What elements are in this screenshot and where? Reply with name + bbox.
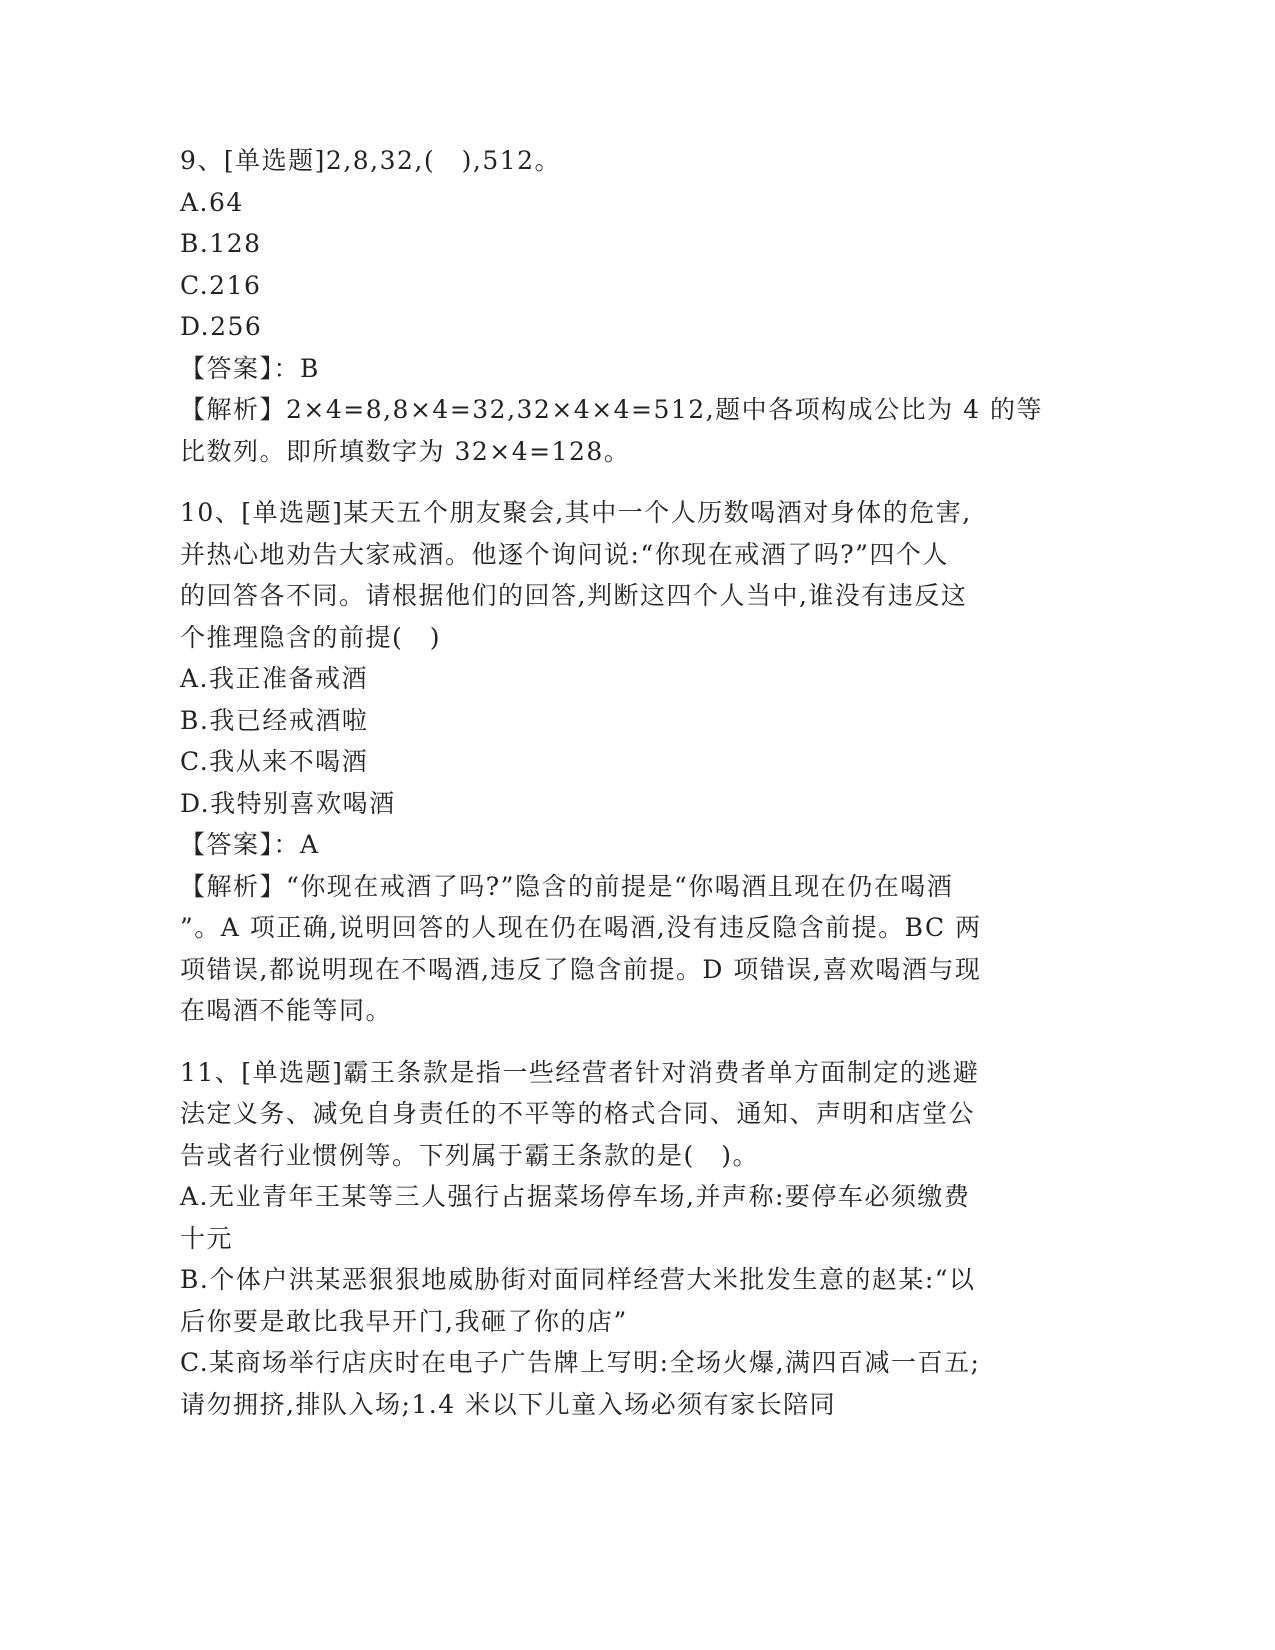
question-11 [180,1052,1040,1426]
analysis-line: 在喝酒不能等同。 [180,996,393,1025]
analysis-line: ”。A 项正确,说明回答的人现在仍在喝酒,没有违反隐含前提。BC 两 [180,913,982,942]
question-10 [180,492,1040,1032]
option-b: B.我已经戒酒啦 [180,705,369,735]
option-a-continued: 十元 [180,1223,234,1253]
option-c-continued: 请勿拥挤,排队入场;1.4 米以下儿童入场必须有家长陪同 [180,1389,837,1419]
analysis-line: 【解析】2×4=8,8×4=32,32×4×4=512,题中各项构成公比为 4 的等 [180,395,1043,424]
option-c: C.某商场举行店庆时在电子广告牌上写明:全场火爆,满四百减一百五; [180,1348,981,1377]
question-9 [180,140,1043,472]
question-stem: 的回答各不同。请根据他们的回答,判断这四个人当中,谁没有违反这 [180,581,968,610]
option-b: B.个体户洪某恶狠狠地威胁街对面同样经营大米批发生意的赵某:“以 [180,1265,976,1294]
question-stem: 告或者行业惯例等。下列属于霸王条款的是( )。 [180,1140,760,1170]
option-d: D.我特别喜欢喝酒 [180,788,396,818]
question-stem: 10、[单选题]某天五个朋友聚会,其中一个人历数喝酒对身体的危害, [180,498,972,527]
document-page [180,140,1043,1425]
option-b: B.128 [180,229,262,258]
option-a: A.64 [180,187,244,217]
question-stem: 个推理隐含的前提( ) [180,622,442,652]
option-a: A.我正准备戒酒 [180,664,369,693]
answer-line: 【答案】：B [180,353,320,383]
option-a: A.无业青年王某等三人强行占据菜场停车场,并声称:要停车必须缴费 [180,1182,971,1211]
question-stem: 并热心地劝告大家戒酒。他逐个询问说:“你现在戒酒了吗?”四个人 [180,539,949,569]
question-stem: 法定义务、减免自身责任的不平等的格式合同、通知、声明和店堂公 [180,1099,976,1128]
option-c: C.216 [180,270,262,300]
analysis-line: 【解析】“你现在戒酒了吗?”隐含的前提是“你喝酒且现在仍在喝酒 [180,871,954,901]
question-stem: 11、[单选题]霸王条款是指一些经营者针对消费者单方面制定的逃避 [180,1057,980,1087]
option-d: D.256 [180,312,263,341]
analysis-line: 比数列。即所填数字为 32×4=128。 [180,436,631,466]
analysis-line: 项错误,都说明现在不喝酒,违反了隐含前提。D 项错误,喜欢喝酒与现 [180,954,982,984]
option-c: C.我从来不喝酒 [180,747,369,776]
answer-line: 【答案】：A [180,830,320,859]
question-stem: 9、[单选题]2,8,32,( ),512。 [180,146,562,175]
option-b-continued: 后你要是敢比我早开门,我砸了你的店” [180,1306,628,1336]
